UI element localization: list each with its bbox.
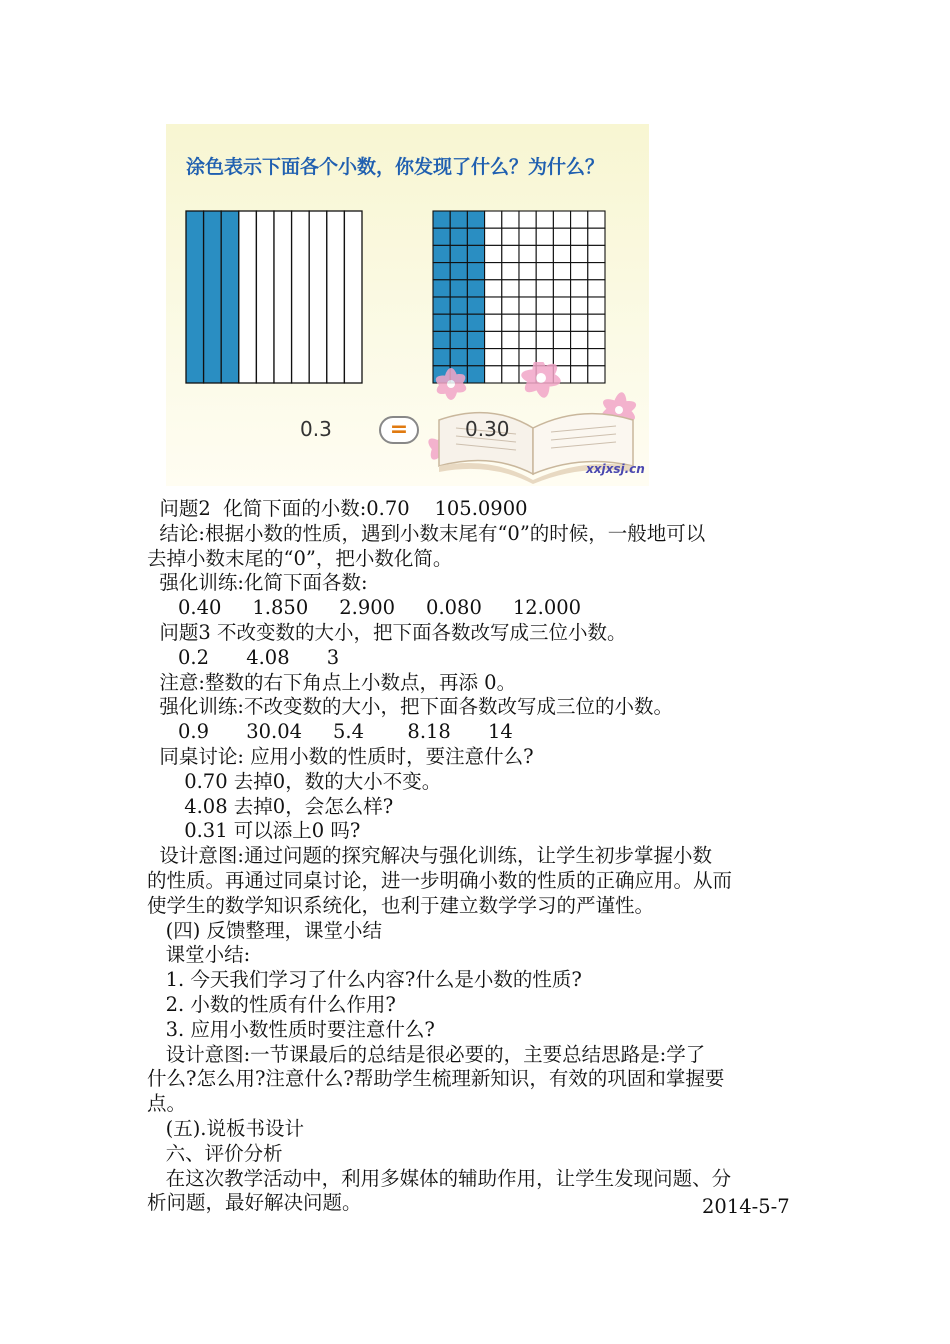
right-square-grid (432, 210, 607, 384)
blank-cell (571, 331, 588, 348)
text-line: 注意:整数的右下角点上小数点，再添 0。 (147, 670, 517, 694)
text-line: 六、评价分析 (147, 1141, 283, 1165)
blank-cell (485, 297, 502, 314)
blank-cell (485, 263, 502, 280)
blank-strip (239, 211, 257, 383)
text-line: 0.31 可以添上0 吗? (147, 819, 361, 843)
shaded-cell (450, 211, 467, 228)
equals-sign (379, 416, 419, 444)
blank-cell (502, 314, 519, 331)
blank-cell (588, 331, 605, 348)
blank-cell (571, 280, 588, 297)
shaded-cell (467, 263, 484, 280)
blank-cell (519, 331, 536, 348)
blank-cell (588, 263, 605, 280)
shaded-strip (186, 211, 204, 383)
shaded-cell (433, 228, 450, 245)
blank-cell (519, 245, 536, 262)
blank-cell (553, 331, 570, 348)
shaded-cell (433, 297, 450, 314)
shaded-strip (204, 211, 222, 383)
slide-image (166, 124, 649, 486)
blank-strip (327, 211, 345, 383)
text-line: 同桌讨论: 应用小数的性质时，要注意什么? (147, 744, 534, 768)
blank-strip (292, 211, 310, 383)
blank-cell (502, 297, 519, 314)
blank-cell (571, 228, 588, 245)
blank-cell (536, 280, 553, 297)
shaded-cell (450, 331, 467, 348)
slide-title: 涂色表示下面各个小数，你发现了什么？为什么？ (186, 156, 605, 178)
shaded-cell (467, 245, 484, 262)
text-line: 使学生的数学知识系统化，也利于建立数学学习的严谨性。 (147, 893, 655, 917)
text-line: 的性质。再通过同桌讨论，进一步明确小数的性质的正确应用。从而 (147, 868, 733, 892)
left-decimal-label: 0.3 (300, 417, 332, 441)
blank-cell (519, 314, 536, 331)
text-line: 1. 今天我们学习了什么内容?什么是小数的性质? (147, 968, 582, 992)
blank-cell (553, 297, 570, 314)
shaded-cell (433, 331, 450, 348)
document-date: 2014-5-7 (702, 1195, 790, 1218)
watermark-text: xxjxsj.cn (586, 462, 645, 476)
blank-cell (536, 228, 553, 245)
blank-cell (536, 263, 553, 280)
blank-cell (519, 228, 536, 245)
shaded-cell (433, 314, 450, 331)
text-line: 析问题，最好解决问题。 (147, 1191, 362, 1215)
blank-cell (571, 263, 588, 280)
shaded-cell (467, 314, 484, 331)
blank-cell (588, 314, 605, 331)
blank-cell (571, 314, 588, 331)
blank-cell (536, 331, 553, 348)
blank-cell (588, 280, 605, 297)
blank-cell (588, 228, 605, 245)
shaded-cell (450, 228, 467, 245)
blank-cell (485, 280, 502, 297)
blank-cell (502, 211, 519, 228)
blank-cell (485, 245, 502, 262)
text-line: 强化训练:化简下面各数: (147, 571, 368, 595)
blank-strip (256, 211, 274, 383)
text-line: 0.2 4.08 3 (147, 645, 340, 669)
blank-cell (553, 263, 570, 280)
shaded-cell (450, 245, 467, 262)
blank-cell (588, 245, 605, 262)
text-line: 点。 (147, 1092, 187, 1116)
blank-cell (536, 245, 553, 262)
text-line: 0.9 30.04 5.4 8.18 14 (147, 720, 513, 744)
blank-cell (553, 280, 570, 297)
text-line: (五).说板书设计 (147, 1116, 305, 1140)
shaded-cell (450, 297, 467, 314)
shaded-strip (221, 211, 239, 383)
text-line: 在这次教学活动中，利用多媒体的辅助作用，让学生发现问题、分 (147, 1166, 732, 1190)
blank-cell (571, 245, 588, 262)
shaded-cell (467, 280, 484, 297)
shaded-cell (450, 280, 467, 297)
blank-cell (502, 228, 519, 245)
text-line: 设计意图:通过问题的探究解决与强化训练，让学生初步掌握小数 (147, 844, 712, 868)
shaded-cell (467, 331, 484, 348)
text-line: 0.70 去掉0，数的大小不变。 (147, 769, 442, 793)
text-line: 强化训练:不改变数的大小，把下面各数改写成三位的小数。 (147, 695, 673, 719)
blank-cell (571, 297, 588, 314)
body-text (147, 497, 807, 1216)
left-strip-grid (185, 210, 365, 384)
blank-cell (485, 331, 502, 348)
blank-cell (519, 297, 536, 314)
shaded-cell (467, 297, 484, 314)
equals-symbol: = (389, 417, 409, 442)
blank-cell (588, 297, 605, 314)
blank-cell (553, 211, 570, 228)
blank-cell (553, 314, 570, 331)
blank-cell (553, 245, 570, 262)
text-line: 3. 应用小数性质时要注意什么? (147, 1017, 435, 1041)
text-line: 2. 小数的性质有什么作用? (147, 992, 396, 1016)
shaded-cell (433, 211, 450, 228)
blank-cell (485, 228, 502, 245)
text-line: 结论:根据小数的性质，遇到小数末尾有“0”的时候，一般地可以 (147, 521, 706, 545)
blank-cell (519, 280, 536, 297)
blank-strip (344, 211, 362, 383)
blank-cell (571, 211, 588, 228)
text-line: 课堂小结: (147, 943, 251, 967)
blank-cell (536, 297, 553, 314)
blank-cell (485, 314, 502, 331)
text-line: 问题2 化简下面的小数:0.70 105.0900 (147, 497, 528, 520)
text-line: 0.40 1.850 2.900 0.080 12.000 (147, 596, 582, 620)
blank-cell (536, 314, 553, 331)
blank-cell (502, 245, 519, 262)
shaded-cell (450, 314, 467, 331)
shaded-cell (433, 263, 450, 280)
text-line: 问题3 不改变数的大小，把下面各数改写成三位小数。 (147, 620, 627, 644)
text-line: (四) 反馈整理，课堂小结 (147, 918, 383, 942)
blank-strip (309, 211, 327, 383)
blank-cell (502, 263, 519, 280)
shaded-cell (450, 263, 467, 280)
blank-cell (502, 331, 519, 348)
blank-cell (502, 280, 519, 297)
blank-cell (588, 211, 605, 228)
blank-cell (553, 228, 570, 245)
shaded-cell (467, 211, 484, 228)
blank-cell (536, 211, 553, 228)
blank-cell (519, 211, 536, 228)
shaded-cell (433, 280, 450, 297)
text-line: 什么?怎么用?注意什么?帮助学生梳理新知识，有效的巩固和掌握要 (147, 1067, 725, 1091)
right-decimal-label: 0.30 (465, 417, 510, 441)
blank-cell (485, 211, 502, 228)
text-line: 去掉小数末尾的“0”，把小数化简。 (147, 546, 453, 570)
text-line: 设计意图:一节课最后的总结是很必要的，主要总结思路是:学了 (147, 1042, 706, 1066)
shaded-cell (467, 228, 484, 245)
blank-cell (519, 263, 536, 280)
text-line: 4.08 去掉0，会怎么样? (147, 794, 394, 818)
blank-strip (274, 211, 292, 383)
shaded-cell (433, 245, 450, 262)
